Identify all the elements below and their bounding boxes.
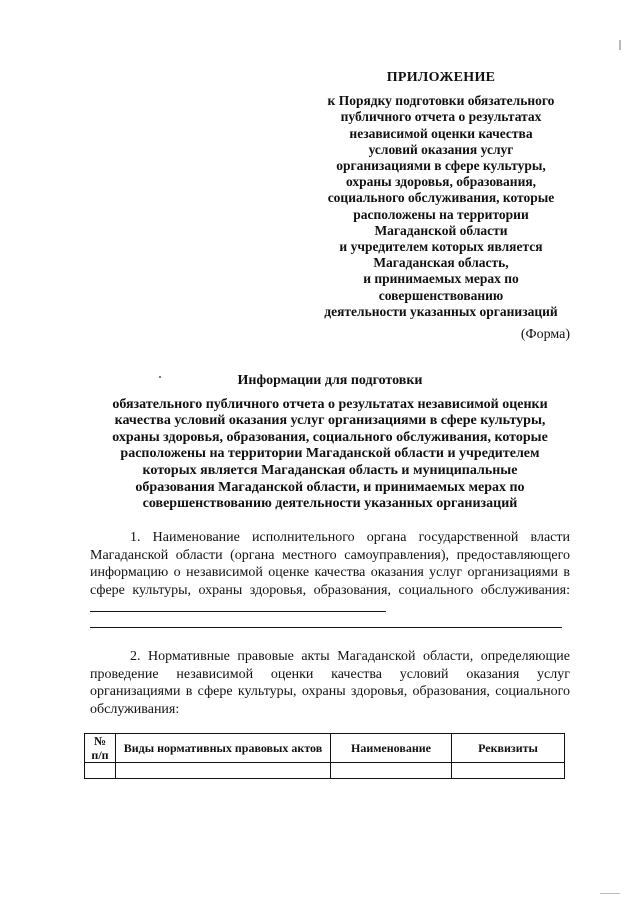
table-cell[interactable]: [452, 763, 565, 779]
answer-line-2[interactable]: [90, 627, 562, 628]
form-label: (Форма): [520, 327, 570, 342]
appendix-line: и учредителем которых является: [339, 239, 543, 255]
appendix-line: и принимаемых мерах по: [363, 271, 519, 287]
appendix-line: публичного отчета о результатах: [340, 109, 542, 125]
section-1: [90, 529, 570, 618]
col-num-header: № п/п: [85, 734, 116, 763]
scan-mark: [600, 893, 620, 894]
table-cell[interactable]: [85, 763, 116, 779]
section-2-text: 2. Нормативные правовые акты Магаданской области, определяющие проведение независимой оценки качества условий оказания услуг организациями в сфере культуры, охраны здоровья, образования, социального обслуживания:: [90, 649, 570, 717]
scan-mark: [619, 40, 621, 50]
normative-acts-table: [84, 733, 565, 779]
section-1-text: 1. Наименование исполнительного органа государственной власти Магаданской области (органа местного самоуправления), предоставляющего информацию о независимой оценке качества оказания услуг организациями в сфере культуры, охраны здоровья, образования, социального обслуживания:: [90, 530, 570, 598]
appendix-line: деятельности указанных организаций: [324, 303, 558, 319]
table-cell[interactable]: [331, 763, 452, 779]
document-title: [80, 373, 580, 513]
appendix-line: охраны здоровья, образования,: [345, 174, 537, 190]
title-line: обязательного публичного отчета о результатах независимой оценки: [112, 396, 548, 412]
appendix-line: к Порядку подготовки обязательного: [327, 93, 555, 109]
appendix-header: [296, 70, 586, 320]
appendix-line: Магаданская область,: [373, 255, 509, 271]
col-types-header: Виды нормативных правовых актов: [116, 734, 331, 763]
col-name-header: Наименование: [331, 734, 452, 763]
appendix-line: условий оказания услуг: [368, 141, 514, 157]
appendix-line: совершенствованию: [378, 287, 504, 303]
table-row: [85, 763, 565, 779]
answer-line[interactable]: [90, 599, 386, 612]
appendix-title: ПРИЛОЖЕНИЕ: [386, 70, 496, 85]
col-details-header: Реквизиты: [452, 734, 565, 763]
section-2: [90, 648, 570, 718]
title-line: охраны здоровья, образования, социального обслуживания, которые: [112, 429, 548, 445]
appendix-line: социального обслуживания, которые: [327, 190, 555, 206]
title-line: совершенствованию деятельности указанных организаций: [142, 496, 518, 512]
title-line: Информации для подготовки: [237, 373, 423, 388]
appendix-line: расположены на территории: [353, 206, 529, 222]
appendix-line: независимой оценки качества: [349, 125, 533, 141]
title-line: расположены на территории Магаданской области и учредителем: [120, 446, 540, 462]
appendix-line: Магаданской области: [374, 222, 508, 238]
table-header-row: [85, 734, 565, 763]
appendix-line: организациями в сфере культуры,: [336, 158, 546, 174]
title-line: образования Магаданской области, и принимаемых мерах по: [135, 479, 525, 495]
title-line: которых является Магаданская область и муниципальные: [142, 462, 518, 478]
title-line: качества условий оказания услуг организациями в сфере культуры,: [114, 413, 546, 429]
table-cell[interactable]: [116, 763, 331, 779]
